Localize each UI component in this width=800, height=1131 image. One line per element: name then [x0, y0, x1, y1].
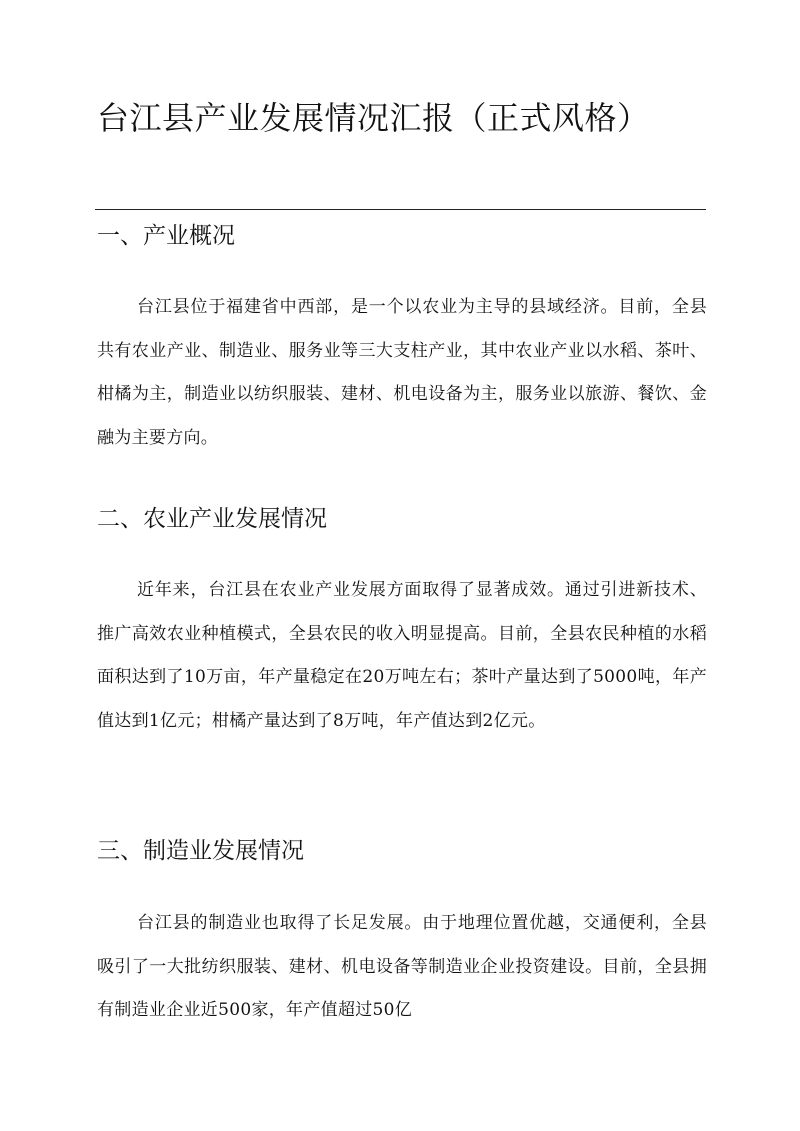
section-heading-manufacturing: 三、制造业发展情况: [97, 838, 304, 864]
section-heading-overview: 一、产业概况: [97, 223, 235, 249]
document-title: 台江县产业发展情况汇报（正式风格）: [97, 99, 650, 137]
section-heading-agriculture: 二、农业产业发展情况: [97, 506, 327, 532]
section-paragraph-agriculture: 近年来，台江县在农业产业发展方面取得了显著成效。通过引进新技术、推广高效农业种植模式，全县农民的收入明显提高。目前，全县农民种植的水稻面积达到了10万亩，年产量稳定在20万吨左右；茶叶产量达到了5000吨，年产值达到1亿元；柑橘产量达到了8万吨，年产值达到2亿元。: [97, 580, 707, 731]
section-paragraph-overview: 台江县位于福建省中西部，是一个以农业为主导的县域经济。目前，全县共有农业产业、制造业、服务业等三大支柱产业，其中农业产业以水稻、茶叶、柑橘为主，制造业以纺织服装、建材、机电设备为主，服务业以旅游、餐饮、金融为主要方向。: [97, 297, 707, 448]
title-divider: [95, 209, 706, 210]
section-paragraph-manufacturing: 台江县的制造业也取得了长足发展。由于地理位置优越，交通便利，全县吸引了一大批纺织服装、建材、机电设备等制造业企业投资建设。目前，全县拥有制造业企业近500家，年产值超过50亿: [97, 913, 707, 1020]
